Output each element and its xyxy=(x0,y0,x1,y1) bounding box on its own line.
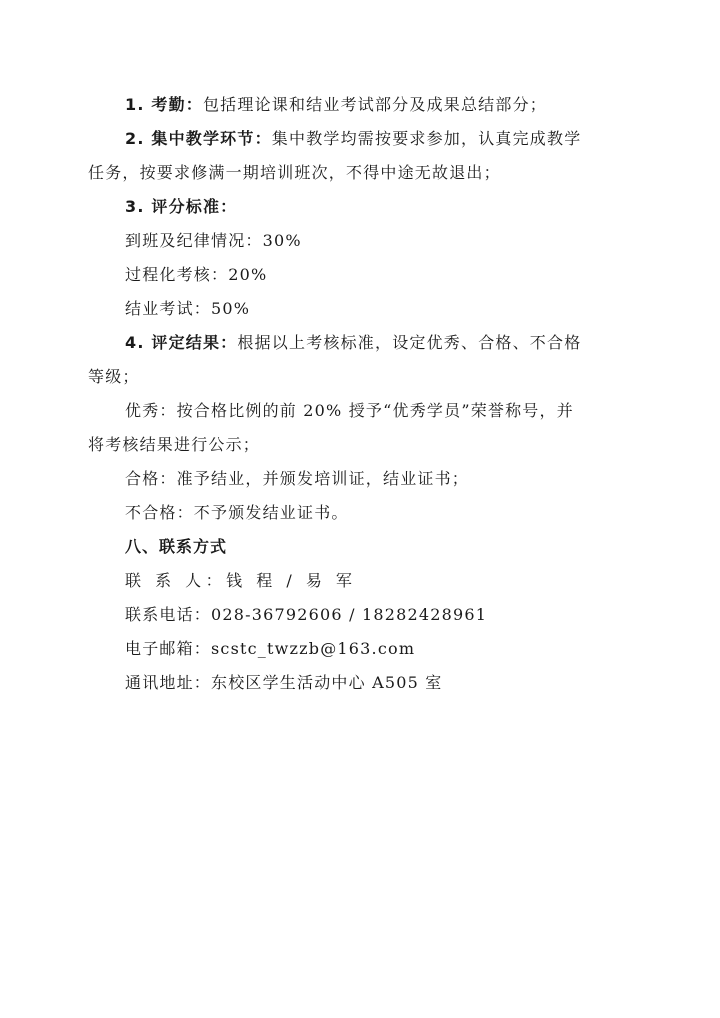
item-centralized-teaching-text: 集中教学均需按要求参加，认真完成教学 xyxy=(271,129,582,148)
contact-phone: 联系电话：028-36792606 / 18282428961 xyxy=(125,605,488,624)
item-attendance xyxy=(88,88,636,122)
grade-fail: 不合格：不予颁发结业证书。 xyxy=(125,503,349,522)
item-attendance-label: 1. 考勤： xyxy=(125,95,203,114)
item-centralized-teaching-label: 2. 集中教学环节： xyxy=(125,129,272,148)
item-scoring-criteria xyxy=(88,190,636,224)
contact-address: 通讯地址：东校区学生活动中心 A505 室 xyxy=(125,673,443,692)
item-evaluation-result-label: 4. 评定结果： xyxy=(125,333,238,352)
item-evaluation-result xyxy=(88,326,636,360)
score-attendance: 到班及纪律情况：30% xyxy=(125,231,302,250)
item-centralized-teaching-continued: 任务，按要求修满一期培训班次，不得中途无故退出； xyxy=(88,163,501,182)
item-centralized-teaching xyxy=(88,122,636,156)
score-final-exam: 结业考试：50% xyxy=(125,299,251,318)
score-process: 过程化考核：20% xyxy=(125,265,268,284)
grade-excellent-continued: 将考核结果进行公示； xyxy=(88,435,261,454)
item-evaluation-result-continued: 等级； xyxy=(88,367,140,386)
document-body xyxy=(88,88,636,700)
section-contact-heading: 八、联系方式 xyxy=(125,537,228,556)
grade-excellent: 优秀：按合格比例的前 20% 授予“优秀学员”荣誉称号，并 xyxy=(125,401,574,420)
item-scoring-criteria-label: 3. 评分标准： xyxy=(125,197,238,216)
item-attendance-text: 包括理论课和结业考试部分及成果总结部分； xyxy=(202,95,547,114)
item-evaluation-result-text: 根据以上考核标准，设定优秀、合格、不合格 xyxy=(237,333,582,352)
grade-pass: 合格：准予结业，并颁发培训证，结业证书； xyxy=(125,469,470,488)
contact-person: 联 系 人：钱 程 / 易 军 xyxy=(125,571,357,590)
contact-email: 电子邮箱：scstc_twzzb@163.com xyxy=(125,639,416,658)
